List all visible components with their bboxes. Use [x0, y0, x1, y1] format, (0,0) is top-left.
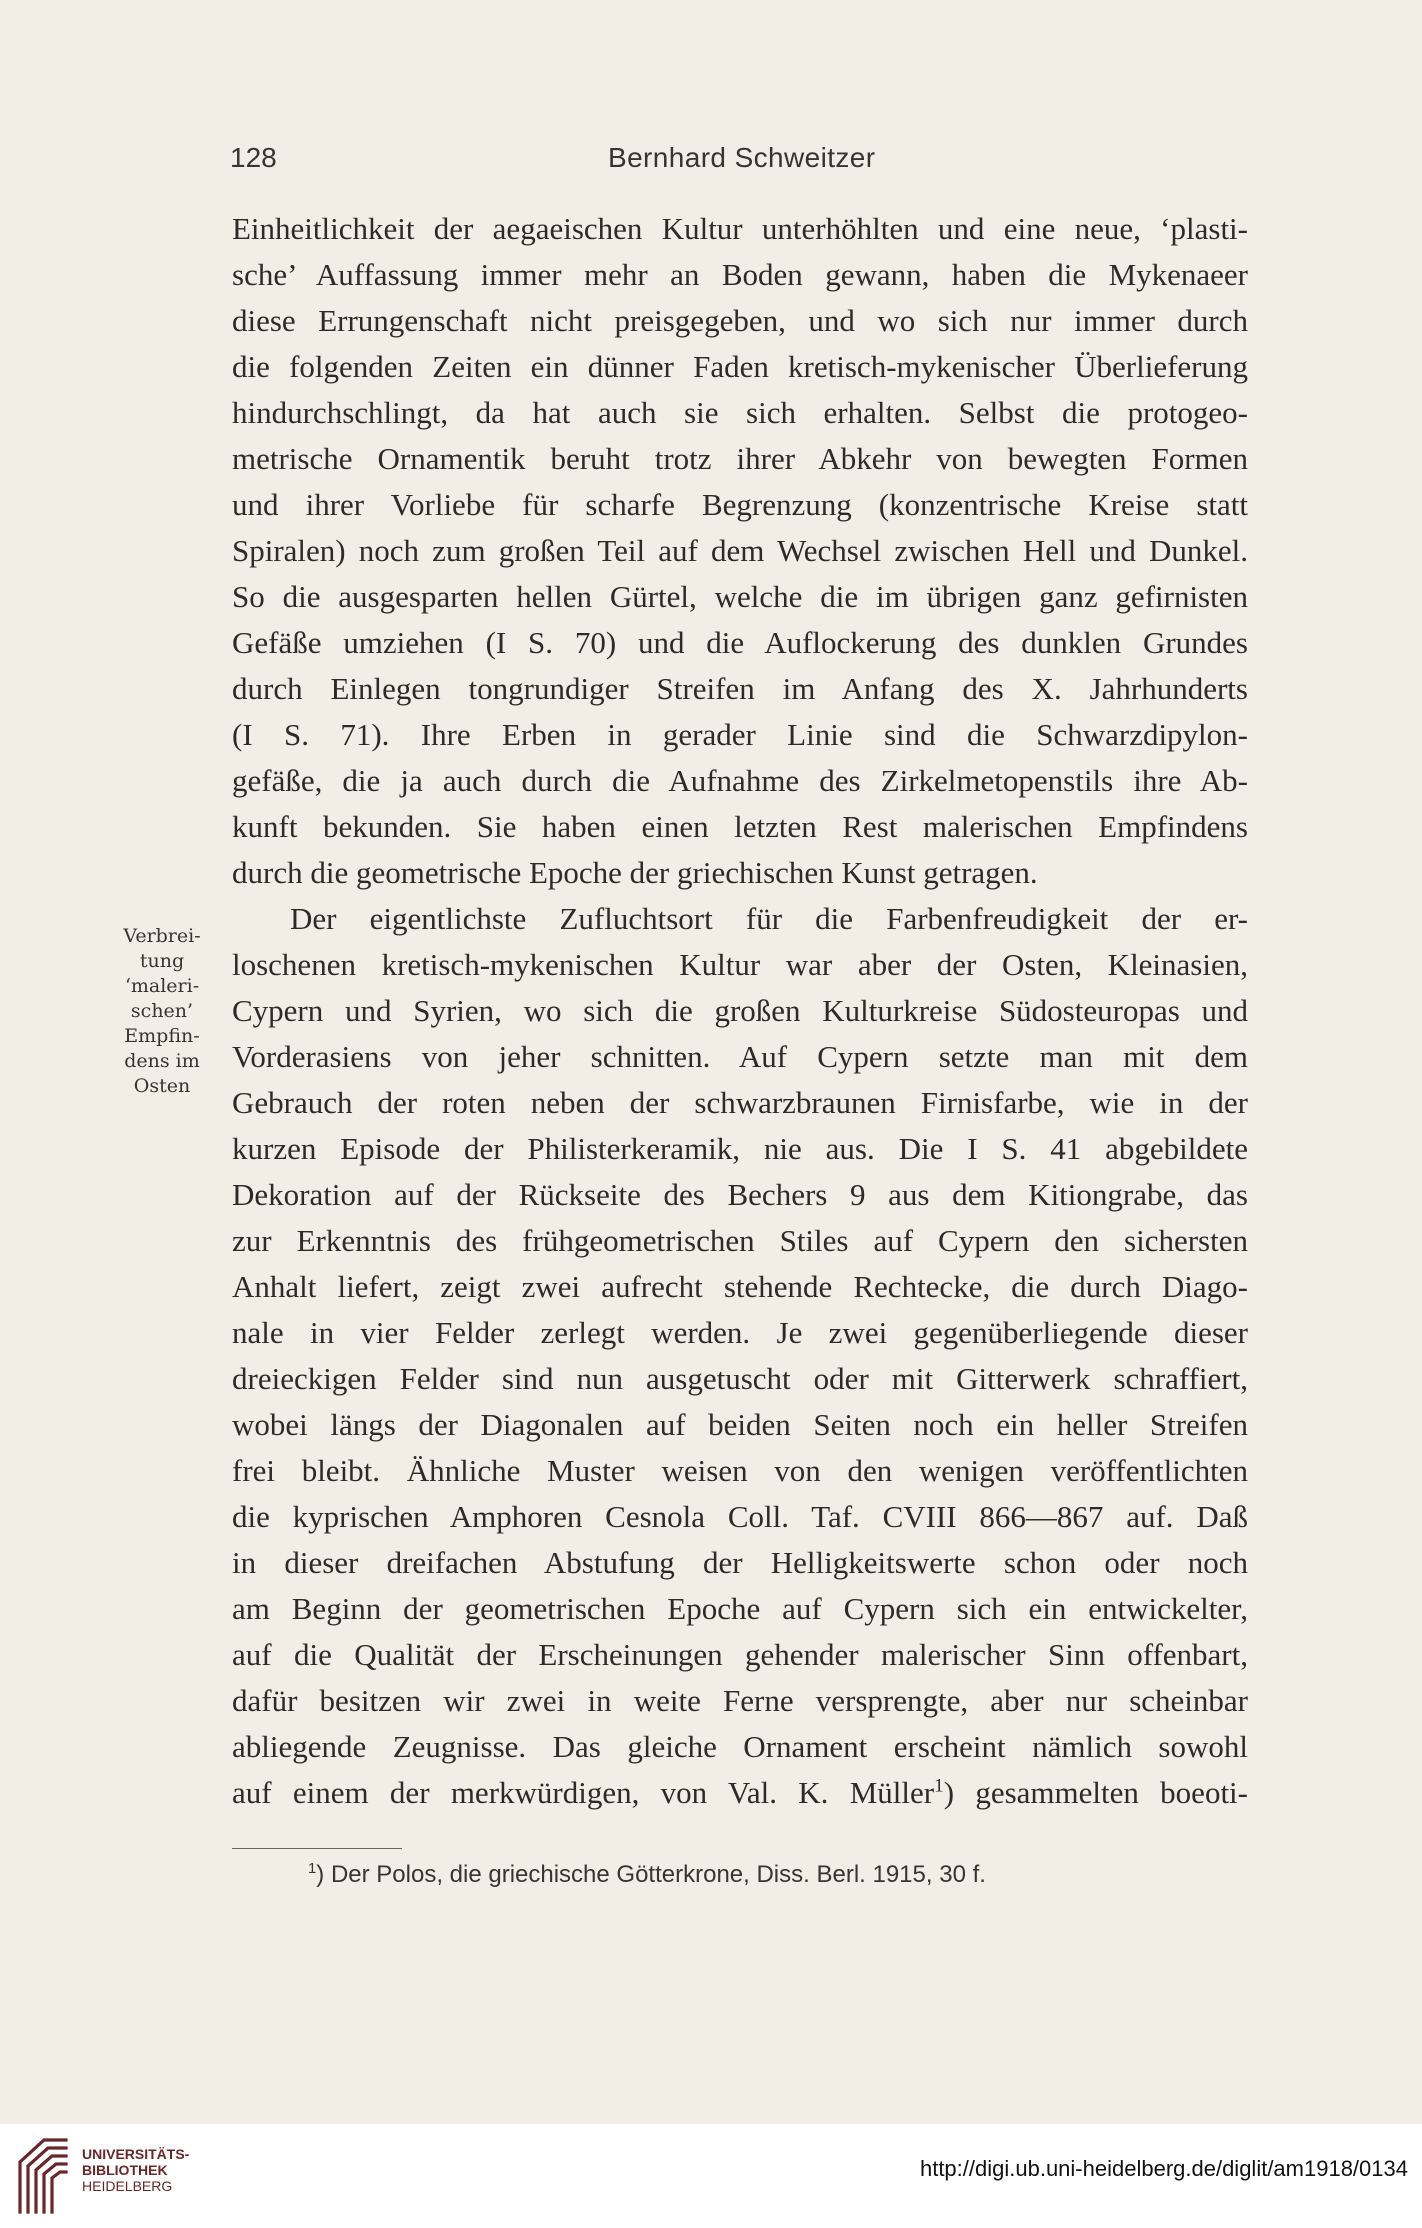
- text-line: dafür besitzen wir zwei in weite Ferne versprengte, aber nur scheinbar: [232, 1683, 1248, 1718]
- text-line: durch die geometrische Epoche der griechischen Kunst getragen.: [232, 855, 1038, 890]
- margin-note-line: tung: [139, 950, 185, 972]
- body-text: [232, 206, 1248, 1816]
- text-line: (I S. 71). Ihre Erben in gerader Linie sind die Schwarzdipylon-: [232, 717, 1248, 752]
- text-line: und ihrer Vorliebe für scharfe Begrenzung (konzentrische Kreise statt: [232, 487, 1248, 522]
- library-name-line: UNIVERSITÄTS-: [82, 2146, 190, 2162]
- library-name-line: BIBLIOTHEK: [82, 2162, 168, 2178]
- text-line: die kyprischen Amphoren Cesnola Coll. Taf. CVIII 866—867 auf. Daß: [232, 1499, 1248, 1534]
- text-line: in dieser dreifachen Abstufung der Helligkeitswerte schon oder noch: [232, 1545, 1248, 1580]
- text-line: So die ausgesparten hellen Gürtel, welche die im übrigen ganz gefirnisten: [232, 579, 1248, 614]
- text-line-start: auf einem der merkwürdigen, von Val. K. Müller: [232, 1775, 935, 1810]
- text-line: abliegende Zeugnisse. Das gleiche Ornament erscheint nämlich sowohl: [232, 1729, 1248, 1764]
- margin-note-line: Osten: [133, 1075, 191, 1097]
- margin-note-line: Verbrei-: [123, 925, 201, 947]
- text-line: Einheitlichkeit der aegaeischen Kultur unterhöhlten und eine neue, ‘plasti-: [232, 211, 1248, 246]
- text-line-last: [232, 1770, 1248, 1816]
- text-line: diese Errungenschaft nicht preisgegeben, und wo sich nur immer durch: [232, 303, 1248, 338]
- margin-note-line: dens im: [124, 1050, 200, 1072]
- text-line: Cypern und Syrien, wo sich die großen Kulturkreise Südosteuropas und: [232, 993, 1248, 1028]
- library-name[interactable]: [82, 2146, 189, 2194]
- text-line: Anhalt liefert, zeigt zwei aufrecht stehende Rechtecke, die durch Diago-: [232, 1269, 1248, 1304]
- text-line: dreieckigen Felder sind nun ausgetuscht oder mit Gitterwerk schraffiert,: [232, 1361, 1248, 1396]
- text-line: Der eigentlichste Zufluchtsort für die Farbenfreudigkeit der er-: [290, 901, 1248, 936]
- text-line: hindurchschlingt, da hat auch sie sich erhalten. Selbst die protogeo-: [232, 395, 1248, 430]
- text-line: wobei längs der Diagonalen auf beiden Seiten noch ein heller Streifen: [232, 1407, 1248, 1442]
- margin-note-line: ‘maleri-: [124, 975, 200, 997]
- text-line-end: ) gesammelten boeoti-: [943, 1775, 1248, 1810]
- running-head: Bernhard Schweitzer: [608, 142, 876, 173]
- text-line: sche’ Auffassung immer mehr an Boden gewann, haben die Mykenaeer: [232, 257, 1248, 292]
- text-line: kurzen Episode der Philisterkeramik, nie aus. Die I S. 41 abgebildete: [232, 1131, 1248, 1166]
- footnote-marker: 1: [308, 1861, 317, 1877]
- page-header: [230, 142, 1270, 182]
- library-name-line: HEIDELBERG: [82, 2178, 173, 2194]
- text-line: metrische Ornamentik beruht trotz ihrer Abkehr von bewegten Formen: [232, 441, 1248, 476]
- text-line: kunft bekunden. Sie haben einen letzten Rest malerischen Empfindens: [232, 809, 1248, 844]
- margin-note: [108, 924, 216, 1099]
- footnote-text: ) Der Polos, die griechische Götterkrone, Diss. Berl. 1915, 30 f.: [316, 1861, 986, 1888]
- text-line: auf die Qualität der Erscheinungen gehender malerischer Sinn offenbart,: [232, 1637, 1248, 1672]
- source-url-link[interactable]: http://digi.ub.uni-heidelberg.de/diglit/am1918/0134: [919, 2156, 1408, 2181]
- library-logo-icon[interactable]: [14, 2132, 72, 2216]
- margin-note-line: schen’: [130, 1000, 194, 1022]
- text-line: durch Einlegen tongrundiger Streifen im Anfang des X. Jahrhunderts: [232, 671, 1248, 706]
- footnote-rule: [232, 1848, 402, 1849]
- text-line: gefäße, die ja auch durch die Aufnahme des Zirkelmetopenstils ihre Ab-: [232, 763, 1248, 798]
- text-line: am Beginn der geometrischen Epoche auf Cypern sich ein entwickelter,: [232, 1591, 1248, 1626]
- margin-note-line: Empfin-: [124, 1025, 200, 1047]
- text-line: zur Erkenntnis des frühgeometrischen Stiles auf Cypern den sichersten: [232, 1223, 1248, 1258]
- footnote: [308, 1860, 986, 1890]
- text-line: Spiralen) noch zum großen Teil auf dem Wechsel zwischen Hell und Dunkel.: [232, 533, 1248, 568]
- footnote-reference[interactable]: 1: [934, 1775, 944, 1797]
- text-line: die folgenden Zeiten ein dünner Faden kretisch-mykenischer Überlieferung: [232, 349, 1248, 384]
- page-number: 128: [230, 142, 277, 173]
- text-line: Gebrauch der roten neben der schwarzbraunen Firnisfarbe, wie in der: [232, 1085, 1248, 1120]
- text-line: loschenen kretisch-mykenischen Kultur war aber der Osten, Kleinasien,: [232, 947, 1248, 982]
- text-line: Gefäße umziehen (I S. 70) und die Auflockerung des dunklen Grundes: [232, 625, 1248, 660]
- text-line: nale in vier Felder zerlegt werden. Je zwei gegenüberliegende dieser: [232, 1315, 1248, 1350]
- text-line: Vorderasiens von jeher schnitten. Auf Cypern setzte man mit dem: [232, 1039, 1248, 1074]
- text-line: frei bleibt. Ähnliche Muster weisen von den wenigen veröffentlichten: [232, 1453, 1248, 1488]
- text-line: Dekoration auf der Rückseite des Bechers 9 aus dem Kitiongrabe, das: [232, 1177, 1248, 1212]
